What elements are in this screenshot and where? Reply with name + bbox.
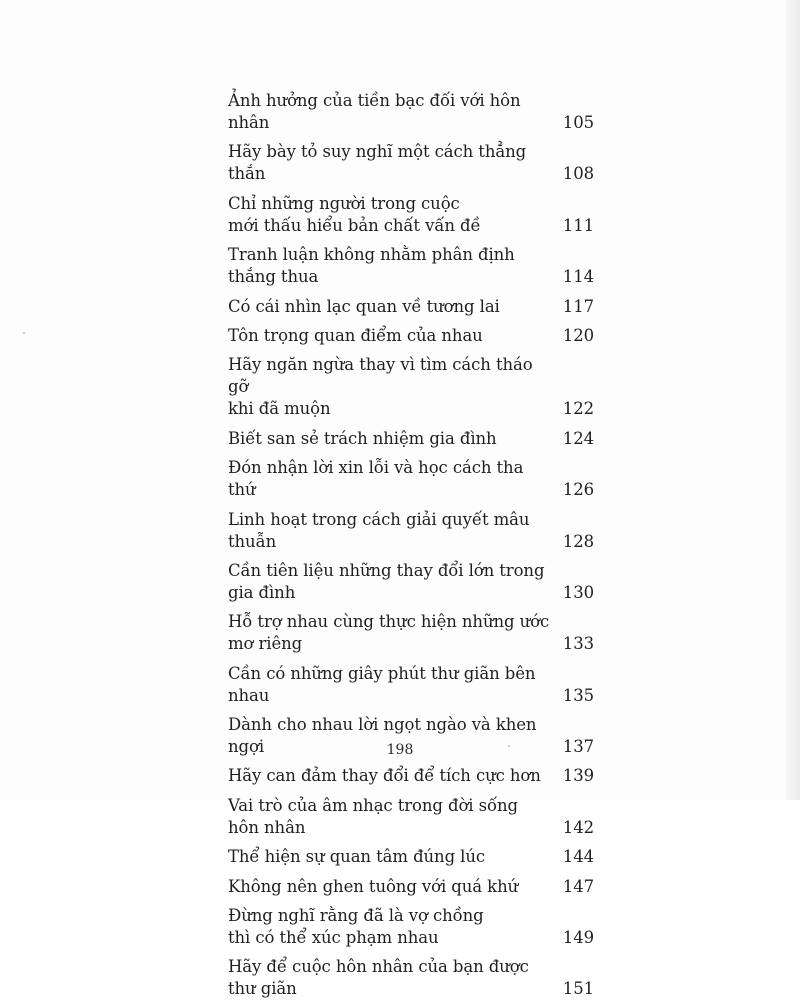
toc-entry-title: Hãy can đảm thay đổi để tích cực hơn — [228, 766, 541, 786]
toc-entry-page-number: 114 — [562, 267, 594, 287]
toc-entry-page-number: 126 — [562, 480, 594, 500]
toc-entry-page-number: 130 — [562, 582, 594, 602]
toc-entry-page-number: 144 — [562, 847, 594, 867]
toc-entry-title: Linh hoạt trong cách giải quyết mâu thuẫn — [228, 509, 530, 551]
toc-entry-page-number: 128 — [562, 531, 594, 551]
toc-entry-title: Đón nhận lời xin lỗi và học cách tha thứ — [228, 458, 524, 500]
page-edge-shadow — [786, 0, 800, 800]
toc-entry-page-number: 135 — [562, 685, 594, 705]
toc-entry-title: Thể hiện sự quan tâm đúng lúc — [228, 847, 486, 867]
toc-entry-title: Không nên ghen tuông với quá khứ — [228, 876, 519, 896]
toc-entry-title: Tôn trọng quan điểm của nhau — [228, 325, 483, 345]
toc-entry-page-number: 120 — [562, 325, 594, 345]
toc-entry-title: Dành cho nhau lời ngọt ngào và khen ngợi — [228, 715, 537, 757]
toc-entry-page-number: 108 — [562, 164, 594, 184]
toc-entry-page-number: 151 — [562, 979, 594, 999]
toc-entry-title: Đừng nghĩ rằng đã là vợ chồng thì có thể xúc phạm nhau — [228, 906, 484, 948]
toc-entry-title: Vai trò của âm nhạc trong đời sống hôn nhân — [228, 795, 518, 837]
toc-entry-title: Hãy để cuộc hôn nhân của bạn được thư giãn — [228, 957, 529, 999]
toc-entry — [228, 795, 594, 839]
toc-entry — [228, 560, 594, 604]
toc-entry — [228, 325, 594, 347]
toc-entry — [228, 90, 594, 134]
toc-entry — [228, 354, 594, 420]
toc-entry — [228, 509, 594, 553]
toc-entry — [228, 244, 594, 288]
toc-entry — [228, 956, 594, 1000]
toc-entry-page-number: 137 — [562, 737, 594, 757]
toc-entry-title: Hãy bày tỏ suy nghĩ một cách thẳng thắn — [228, 142, 527, 184]
toc-entry-title: Chỉ những người trong cuộc mới thấu hiểu bản chất vấn đề — [228, 193, 481, 235]
toc-entry — [228, 457, 594, 501]
toc-entry-title: Hãy ngăn ngừa thay vì tìm cách tháo gỡ khi đã muộn — [228, 355, 533, 419]
page-number: 198 — [386, 742, 414, 758]
toc-entry-title: Có cái nhìn lạc quan về tương lai — [228, 296, 500, 316]
toc-entry — [228, 296, 594, 318]
toc-entry-title: Hỗ trợ nhau cùng thực hiện những ước mơ riêng — [228, 612, 550, 654]
toc-entry — [228, 428, 594, 450]
table-of-contents — [228, 90, 594, 1008]
toc-entry-page-number: 111 — [562, 215, 594, 235]
toc-entry-title: Ảnh hưởng của tiền bạc đối với hôn nhân — [228, 91, 521, 132]
toc-entry — [228, 611, 594, 655]
toc-entry — [228, 846, 594, 868]
toc-entry-title: Tranh luận không nhằm phân định thắng thua — [228, 245, 515, 287]
toc-entry-page-number: 147 — [562, 876, 594, 896]
toc-entry-title: Cần có những giây phút thư giãn bên nhau — [228, 663, 536, 705]
toc-entry-page-number: 142 — [562, 817, 594, 837]
toc-entry-page-number: 117 — [562, 296, 594, 316]
toc-entry — [228, 765, 594, 787]
toc-entry — [228, 141, 594, 185]
toc-entry-title: Cần tiên liệu những thay đổi lớn trong gia đình — [228, 560, 545, 602]
toc-entry-page-number: 149 — [562, 928, 594, 948]
toc-entry — [228, 193, 594, 237]
toc-entry — [228, 876, 594, 898]
toc-entry-page-number: 133 — [562, 634, 594, 654]
paper-speck — [23, 332, 25, 334]
toc-entry — [228, 663, 594, 707]
toc-entry — [228, 905, 594, 949]
toc-entry-page-number: 139 — [562, 766, 594, 786]
toc-entry-page-number: 105 — [562, 113, 594, 132]
toc-entry-page-number: 124 — [562, 428, 594, 448]
toc-entry-title: Biết san sẻ trách nhiệm gia đình — [228, 428, 497, 448]
toc-entry-page-number: 122 — [562, 399, 594, 419]
